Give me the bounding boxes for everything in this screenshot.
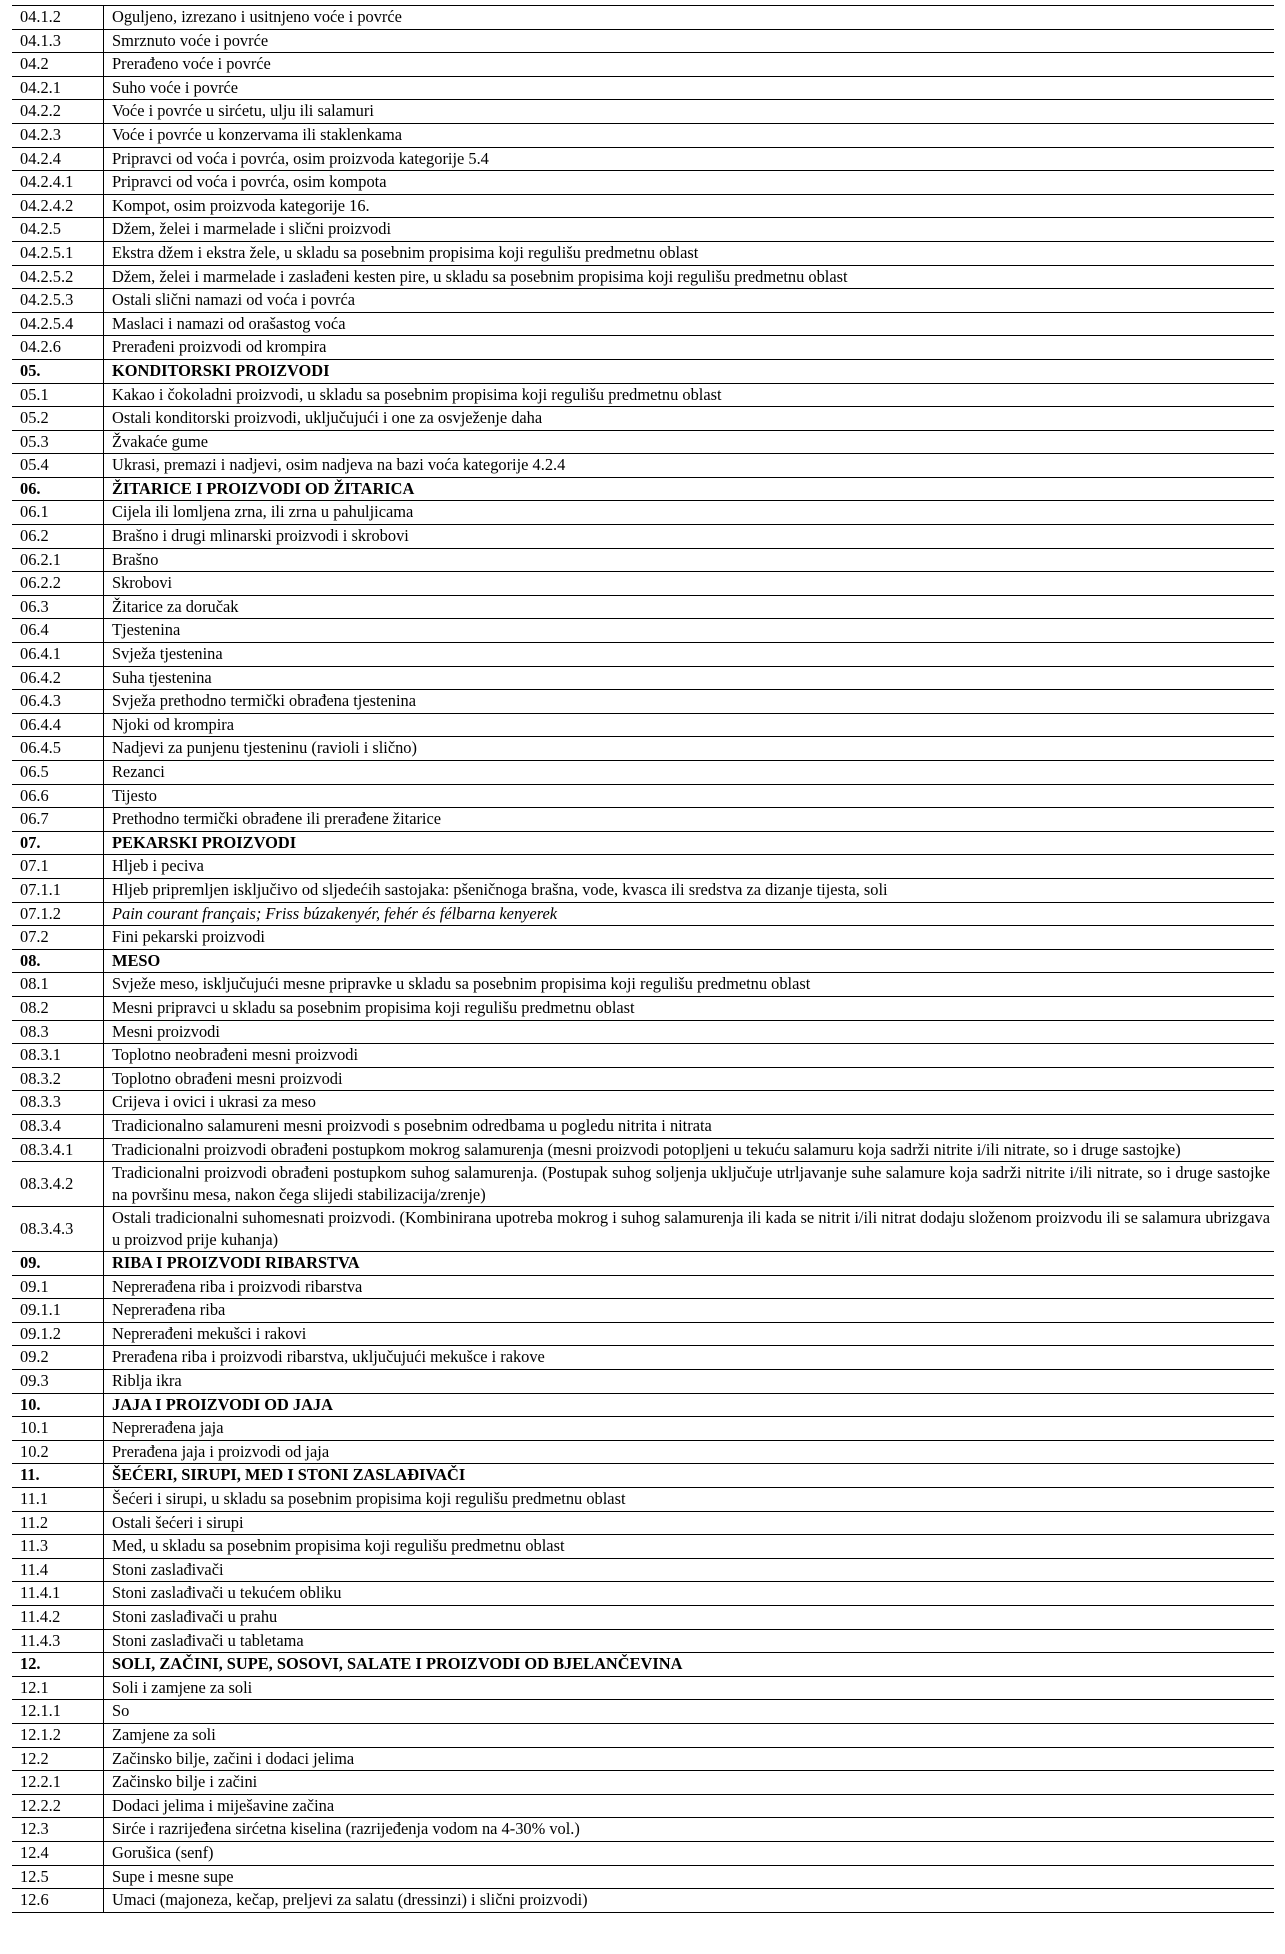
category-code: 04.2.2 (12, 100, 104, 124)
category-code: 06.4.4 (12, 713, 104, 737)
category-description: Toplotno neobrađeni mesni proizvodi (104, 1044, 1275, 1068)
category-description: Začinsko bilje i začini (104, 1771, 1275, 1795)
category-code: 04.1.3 (12, 29, 104, 53)
category-code: 07.1.2 (12, 902, 104, 926)
table-row (12, 383, 1274, 407)
category-description: Prerađeni proizvodi od krompira (104, 336, 1275, 360)
table-row (12, 1511, 1274, 1535)
table-row (12, 53, 1274, 77)
table-row (12, 525, 1274, 549)
category-code: 06.4.1 (12, 643, 104, 667)
table-row (12, 808, 1274, 832)
category-code: 09. (12, 1252, 104, 1276)
category-code: 12.5 (12, 1865, 104, 1889)
category-description: Mesni pripravci u skladu sa posebnim propisima koji regulišu predmetnu oblast (104, 996, 1275, 1020)
category-code: 05.3 (12, 430, 104, 454)
category-code: 12.2.2 (12, 1794, 104, 1818)
table-row (12, 737, 1274, 761)
table-row (12, 123, 1274, 147)
table-row (12, 359, 1274, 383)
category-description: Skrobovi (104, 572, 1275, 596)
table-row (12, 1299, 1274, 1323)
category-code: 11.4.3 (12, 1629, 104, 1653)
category-description: Supe i mesne supe (104, 1865, 1275, 1889)
table-row (12, 1865, 1274, 1889)
table-row (12, 619, 1274, 643)
category-code: 09.1.1 (12, 1299, 104, 1323)
category-code: 04.2.5.1 (12, 241, 104, 265)
category-description: Ostali tradicionalni suhomesnati proizvodi. (Kombinirana upotreba mokrog i suhog salamurenja ili kada se nitrit i/ili nitrat dodaju složenom proizvodu ili se salamura ubrizgava u proizvod prije kuhanja) (104, 1207, 1275, 1252)
table-row (12, 407, 1274, 431)
category-code: 05.2 (12, 407, 104, 431)
table-row (12, 289, 1274, 313)
category-description: Suha tjestenina (104, 666, 1275, 690)
category-description: Stoni zaslađivači u tabletama (104, 1629, 1275, 1653)
category-code: 06.2 (12, 525, 104, 549)
category-description: Neprerađeni mekušci i rakovi (104, 1322, 1275, 1346)
category-code: 12.1.2 (12, 1723, 104, 1747)
category-description: Stoni zaslađivači u tekućem obliku (104, 1582, 1275, 1606)
table-row (12, 501, 1274, 525)
table-row (12, 1252, 1274, 1276)
category-code: 06.4.5 (12, 737, 104, 761)
category-description: RIBA I PROIZVODI RIBARSTVA (104, 1252, 1275, 1276)
category-code: 12.2.1 (12, 1771, 104, 1795)
category-description: Žitarice za doručak (104, 595, 1275, 619)
category-code: 08.3.4.2 (12, 1162, 104, 1207)
table-row (12, 241, 1274, 265)
category-code: 04.2.4 (12, 147, 104, 171)
category-code: 04.2.4.1 (12, 171, 104, 195)
category-code: 04.2.1 (12, 76, 104, 100)
table-row (12, 1162, 1274, 1207)
table-row (12, 76, 1274, 100)
table-row (12, 595, 1274, 619)
table-row (12, 1653, 1274, 1677)
table-row (12, 1044, 1274, 1068)
category-description: Kakao i čokoladni proizvodi, u skladu sa posebnim propisima koji regulišu predmetnu oblast (104, 383, 1275, 407)
category-description: ŠEĆERI, SIRUPI, MED I STONI ZASLAĐIVAČI (104, 1464, 1275, 1488)
category-code: 12.4 (12, 1841, 104, 1865)
category-code: 06.5 (12, 761, 104, 785)
category-code: 06.4.2 (12, 666, 104, 690)
table-row (12, 1676, 1274, 1700)
category-code: 06.4 (12, 619, 104, 643)
category-code: 06.7 (12, 808, 104, 832)
category-code: 04.2.5.4 (12, 312, 104, 336)
category-description: JAJA I PROIZVODI OD JAJA (104, 1393, 1275, 1417)
category-description: Oguljeno, izrezano i usitnjeno voće i povrće (104, 6, 1275, 30)
category-description: Tradicionalno salamureni mesni proizvodi s posebnim odredbama u pogledu nitrita i nitrata (104, 1114, 1275, 1138)
category-description: Pripravci od voća i povrća, osim kompota (104, 171, 1275, 195)
category-description: Riblja ikra (104, 1370, 1275, 1394)
category-code: 10. (12, 1393, 104, 1417)
category-code: 08.3.2 (12, 1067, 104, 1091)
table-row (12, 1794, 1274, 1818)
table-row (12, 1417, 1274, 1441)
category-code: 11.3 (12, 1535, 104, 1559)
table-row (12, 336, 1274, 360)
category-description: Soli i zamjene za soli (104, 1676, 1275, 1700)
category-code: 09.1 (12, 1275, 104, 1299)
table-row (12, 548, 1274, 572)
category-description: Džem, želei i marmelade i zaslađeni kesten pire, u skladu sa posebnim propisima koji regulišu predmetnu oblast (104, 265, 1275, 289)
table-row (12, 949, 1274, 973)
table-row (12, 1747, 1274, 1771)
category-description: KONDITORSKI PROIZVODI (104, 359, 1275, 383)
category-description: Ukrasi, premazi i nadjevi, osim nadjeva na bazi voća kategorije 4.2.4 (104, 454, 1275, 478)
category-description: Cijela ili lomljena zrna, ili zrna u pahuljicama (104, 501, 1275, 525)
table-row (12, 666, 1274, 690)
category-description: Svježa prethodno termički obrađena tjestenina (104, 690, 1275, 714)
table-row (12, 430, 1274, 454)
category-code: 06.2.1 (12, 548, 104, 572)
table-row (12, 1771, 1274, 1795)
table-row (12, 761, 1274, 785)
table-row (12, 1488, 1274, 1512)
table-row (12, 1114, 1274, 1138)
category-description: Brašno (104, 548, 1275, 572)
category-code: 05.1 (12, 383, 104, 407)
table-row (12, 1067, 1274, 1091)
table-row (12, 1723, 1274, 1747)
category-code: 04.2.5 (12, 218, 104, 242)
table-row (12, 1535, 1274, 1559)
category-description: Tradicionalni proizvodi obrađeni postupkom suhog salamurenja. (Postupak suhog soljenja uključuje utrljavanje suhe salamure koja sadrži nitrite i/ili nitrate, so i druge sastojke na površinu mesa, nakon čega slijedi stabilizacija/zrenje) (104, 1162, 1275, 1207)
table-row (12, 100, 1274, 124)
table-row (12, 690, 1274, 714)
table-row (12, 1207, 1274, 1252)
category-description: Ostali slični namazi od voća i povrća (104, 289, 1275, 313)
category-code: 07.1 (12, 855, 104, 879)
table-row (12, 1700, 1274, 1724)
table-row (12, 902, 1274, 926)
category-code: 07.2 (12, 926, 104, 950)
table-row (12, 1440, 1274, 1464)
category-description: PEKARSKI PROIZVODI (104, 831, 1275, 855)
category-description: Voće i povrće u sirćetu, ulju ili salamuri (104, 100, 1275, 124)
category-code: 08.3.4.1 (12, 1138, 104, 1162)
category-description: So (104, 1700, 1275, 1724)
category-description: Kompot, osim proizvoda kategorije 16. (104, 194, 1275, 218)
category-description: Crijeva i ovici i ukrasi za meso (104, 1091, 1275, 1115)
table-row (12, 477, 1274, 501)
category-description: Brašno i drugi mlinarski proizvodi i skrobovi (104, 525, 1275, 549)
category-description: Dodaci jelima i miješavine začina (104, 1794, 1275, 1818)
table-row (12, 713, 1274, 737)
table-row (12, 878, 1274, 902)
table-row (12, 218, 1274, 242)
category-code: 06. (12, 477, 104, 501)
category-code: 08.2 (12, 996, 104, 1020)
category-code: 12. (12, 1653, 104, 1677)
category-description: Toplotno obrađeni mesni proizvodi (104, 1067, 1275, 1091)
table-row (12, 1841, 1274, 1865)
category-code: 08.3.3 (12, 1091, 104, 1115)
category-description: Rezanci (104, 761, 1275, 785)
category-code: 11.1 (12, 1488, 104, 1512)
table-row (12, 1393, 1274, 1417)
category-description: Prerađena jaja i proizvodi od jaja (104, 1440, 1275, 1464)
table-row (12, 855, 1274, 879)
category-description: Žvakaće gume (104, 430, 1275, 454)
table-row (12, 572, 1274, 596)
table-row (12, 1818, 1274, 1842)
category-code: 08.3.4 (12, 1114, 104, 1138)
category-code: 06.3 (12, 595, 104, 619)
table-row (12, 194, 1274, 218)
category-code: 11.2 (12, 1511, 104, 1535)
category-description: Šećeri i sirupi, u skladu sa posebnim propisima koji regulišu predmetnu oblast (104, 1488, 1275, 1512)
table-row (12, 1322, 1274, 1346)
category-description: Neprerađena riba (104, 1299, 1275, 1323)
food-category-table (12, 5, 1274, 1913)
category-description: Pripravci od voća i povrća, osim proizvoda kategorije 5.4 (104, 147, 1275, 171)
table-row (12, 1370, 1274, 1394)
category-description: Fini pekarski proizvodi (104, 926, 1275, 950)
category-description: Voće i povrće u konzervama ili staklenkama (104, 123, 1275, 147)
category-code: 08. (12, 949, 104, 973)
category-code: 04.2.3 (12, 123, 104, 147)
table-row (12, 1889, 1274, 1913)
table-row (12, 29, 1274, 53)
category-description: Tjestenina (104, 619, 1275, 643)
category-code: 11. (12, 1464, 104, 1488)
category-description: Prerađeno voće i povrće (104, 53, 1275, 77)
category-code: 12.3 (12, 1818, 104, 1842)
category-code: 04.2.4.2 (12, 194, 104, 218)
category-description: Ekstra džem i ekstra žele, u skladu sa posebnim propisima koji regulišu predmetnu oblast (104, 241, 1275, 265)
category-code: 05. (12, 359, 104, 383)
category-code: 07.1.1 (12, 878, 104, 902)
category-code: 04.2 (12, 53, 104, 77)
category-code: 12.2 (12, 1747, 104, 1771)
category-description: Ostali konditorski proizvodi, uključujući i one za osvježenje daha (104, 407, 1275, 431)
category-code: 10.1 (12, 1417, 104, 1441)
category-code: 07. (12, 831, 104, 855)
category-code: 06.6 (12, 784, 104, 808)
category-code: 08.3.1 (12, 1044, 104, 1068)
table-row (12, 1275, 1274, 1299)
table-row (12, 265, 1274, 289)
category-description: Hljeb i peciva (104, 855, 1275, 879)
category-code: 04.1.2 (12, 6, 104, 30)
category-description: Tradicionalni proizvodi obrađeni postupkom mokrog salamurenja (mesni proizvodi potopljeni u tekuću salamuru koja sadrži nitrite i/ili nitrate, so i druge sastojke) (104, 1138, 1275, 1162)
category-description: Prerađena riba i proizvodi ribarstva, uključujući mekušce i rakove (104, 1346, 1275, 1370)
table-row (12, 6, 1274, 30)
category-code: 09.1.2 (12, 1322, 104, 1346)
category-code: 06.1 (12, 501, 104, 525)
table-row (12, 454, 1274, 478)
table-row (12, 1346, 1274, 1370)
table-row (12, 147, 1274, 171)
category-code: 09.2 (12, 1346, 104, 1370)
table-row (12, 1629, 1274, 1653)
table-row (12, 1606, 1274, 1630)
category-code: 09.3 (12, 1370, 104, 1394)
category-description: Sirće i razrijeđena sirćetna kiselina (razrijeđenja vodom na 4-30% vol.) (104, 1818, 1275, 1842)
category-code: 04.2.5.2 (12, 265, 104, 289)
category-description: Nadjevi za punjenu tjesteninu (ravioli i slično) (104, 737, 1275, 761)
category-description: Med, u skladu sa posebnim propisima koji regulišu predmetnu oblast (104, 1535, 1275, 1559)
category-code: 12.1.1 (12, 1700, 104, 1724)
category-code: 06.4.3 (12, 690, 104, 714)
category-description: Tijesto (104, 784, 1275, 808)
category-code: 11.4.1 (12, 1582, 104, 1606)
category-code: 04.2.5.3 (12, 289, 104, 313)
category-description: Suho voće i povrće (104, 76, 1275, 100)
table-row (12, 1091, 1274, 1115)
category-code: 06.2.2 (12, 572, 104, 596)
category-description: Stoni zaslađivači (104, 1558, 1275, 1582)
table-row (12, 926, 1274, 950)
table-row (12, 973, 1274, 997)
category-code: 05.4 (12, 454, 104, 478)
category-code: 11.4.2 (12, 1606, 104, 1630)
category-description: MESO (104, 949, 1275, 973)
category-code: 12.6 (12, 1889, 104, 1913)
category-code: 08.3.4.3 (12, 1207, 104, 1252)
table-row (12, 1464, 1274, 1488)
category-description: Mesni proizvodi (104, 1020, 1275, 1044)
category-description: Smrznuto voće i povrće (104, 29, 1275, 53)
table-row (12, 784, 1274, 808)
category-description: Džem, želei i marmelade i slični proizvodi (104, 218, 1275, 242)
category-code: 12.1 (12, 1676, 104, 1700)
category-description: Neprerađena jaja (104, 1417, 1275, 1441)
category-description: Svježe meso, isključujući mesne pripravke u skladu sa posebnim propisima koji regulišu predmetnu oblast (104, 973, 1275, 997)
category-description: ŽITARICE I PROIZVODI OD ŽITARICA (104, 477, 1275, 501)
category-code: 10.2 (12, 1440, 104, 1464)
category-code: 04.2.6 (12, 336, 104, 360)
category-description: Prethodno termički obrađene ili prerađene žitarice (104, 808, 1275, 832)
category-description: Umaci (majoneza, kečap, preljevi za salatu (dressinzi) i slični proizvodi) (104, 1889, 1275, 1913)
category-description: Hljeb pripremljen isključivo od sljedećih sastojaka: pšeničnoga brašna, vode, kvasca ili sredstva za dizanje tijesta, soli (104, 878, 1275, 902)
table-row (12, 1558, 1274, 1582)
category-description: Maslaci i namazi od orašastog voća (104, 312, 1275, 336)
category-code: 08.3 (12, 1020, 104, 1044)
table-row (12, 1020, 1274, 1044)
category-description: Njoki od krompira (104, 713, 1275, 737)
table-row (12, 1138, 1274, 1162)
category-description: Gorušica (senf) (104, 1841, 1275, 1865)
table-row (12, 831, 1274, 855)
table-body (12, 6, 1274, 1913)
table-row (12, 643, 1274, 667)
category-description: Začinsko bilje, začini i dodaci jelima (104, 1747, 1275, 1771)
category-description: Ostali šećeri i sirupi (104, 1511, 1275, 1535)
category-description: Pain courant français; Friss búzakenyér, fehér és félbarna kenyerek (104, 902, 1275, 926)
category-code: 08.1 (12, 973, 104, 997)
category-code: 11.4 (12, 1558, 104, 1582)
category-description: Neprerađena riba i proizvodi ribarstva (104, 1275, 1275, 1299)
table-row (12, 996, 1274, 1020)
table-row (12, 171, 1274, 195)
table-row (12, 1582, 1274, 1606)
category-description: SOLI, ZAČINI, SUPE, SOSOVI, SALATE I PROIZVODI OD BJELANČEVINA (104, 1653, 1275, 1677)
table-row (12, 312, 1274, 336)
category-description: Stoni zaslađivači u prahu (104, 1606, 1275, 1630)
category-description: Zamjene za soli (104, 1723, 1275, 1747)
category-description: Svježa tjestenina (104, 643, 1275, 667)
